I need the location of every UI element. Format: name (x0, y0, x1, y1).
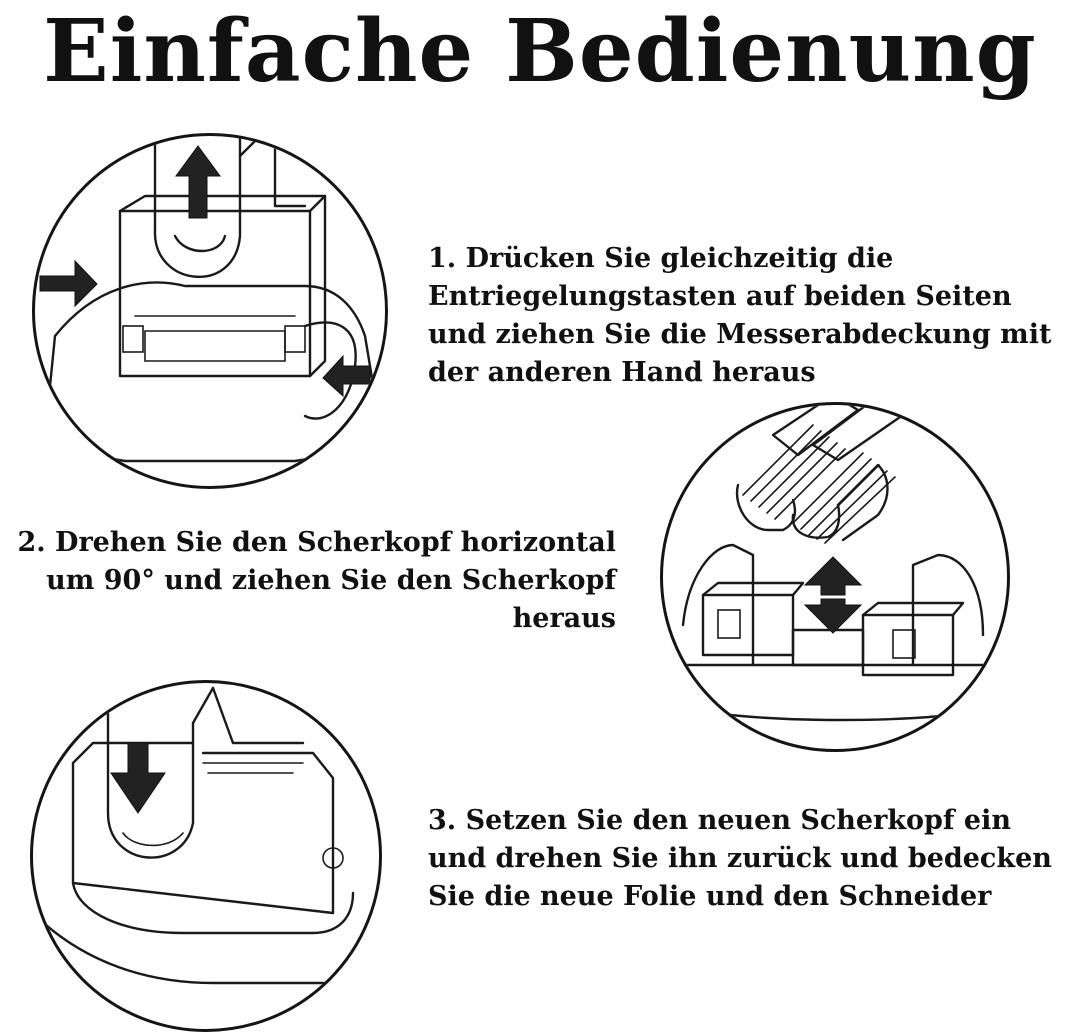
shaver-head-removal-drawing (663, 405, 1007, 749)
step-1-line: der anderen Hand heraus (428, 357, 816, 388)
step-3-line: 3. Setzen Sie den neuen Scherkopf ein (428, 805, 1011, 836)
step-2-line: heraus (512, 603, 616, 634)
step-3-line: Sie die neue Folie und den Schneider (428, 881, 992, 912)
illustration-step-3 (30, 680, 382, 1032)
step-2-line: um 90° und ziehen Sie den Scherkopf (46, 565, 616, 596)
step-3-line: und drehen Sie ihn zurück und bedecken (428, 843, 1052, 874)
step-1-line: und ziehen Sie die Messerabdeckung mit (428, 319, 1052, 350)
illustration-step-2 (660, 402, 1010, 752)
step-1-text (428, 240, 1051, 392)
step-2-text (0, 524, 616, 638)
step-1-line: 1. Drücken Sie gleichzeitig die (428, 243, 894, 274)
step-1-line: Entriegelungstasten auf beiden Seiten (428, 281, 1012, 312)
step-2-line: 2. Drehen Sie den Scherkopf horizontal (17, 527, 616, 558)
shaver-insert-drawing (33, 683, 379, 1029)
shaver-release-drawing (35, 136, 385, 486)
step-3-text (428, 802, 1052, 916)
page-title: Einfache Bedienung (43, 1, 1037, 102)
illustration-step-1 (32, 133, 388, 489)
